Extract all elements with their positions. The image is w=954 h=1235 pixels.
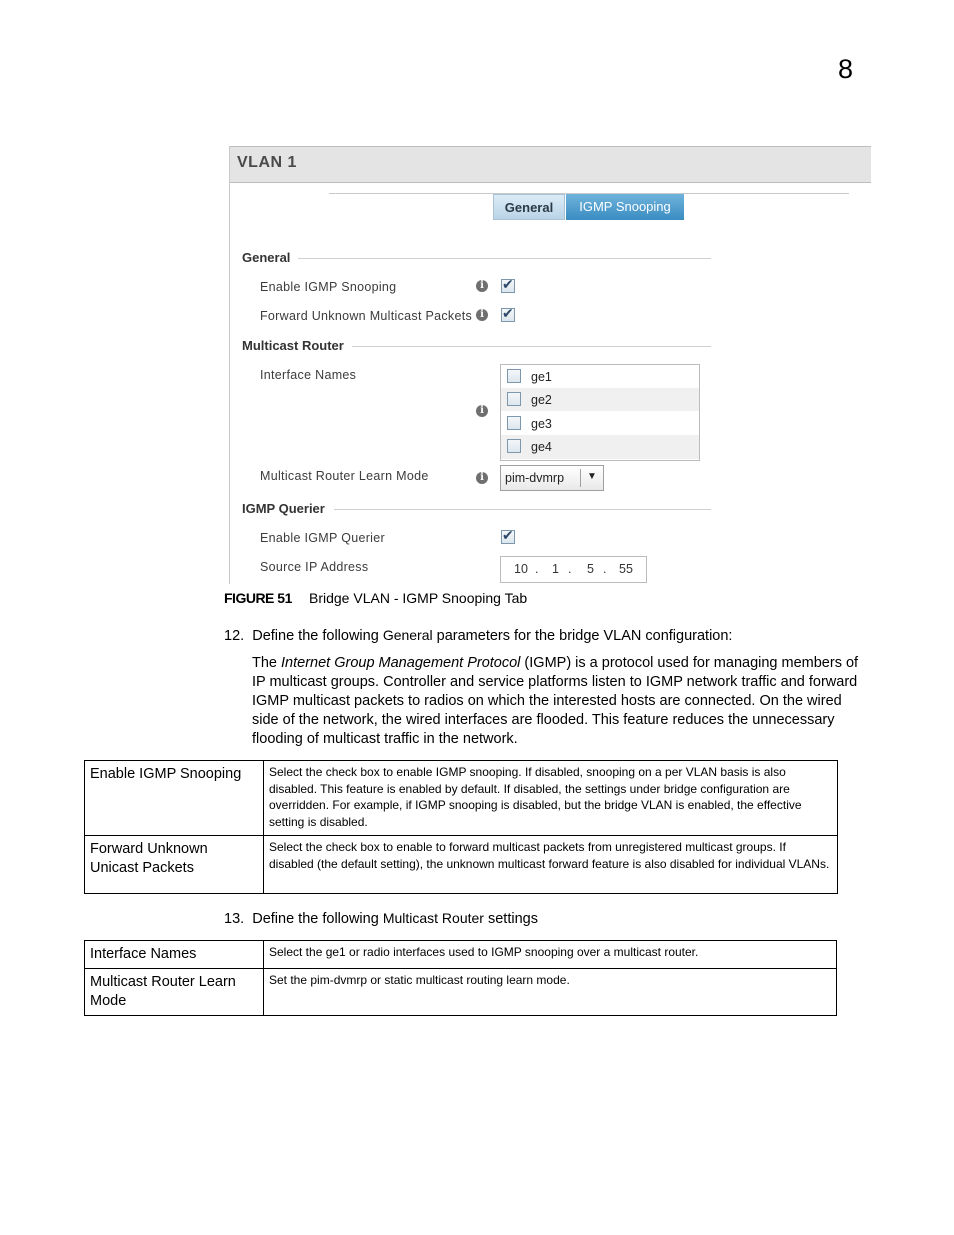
- info-icon[interactable]: i: [476, 405, 488, 417]
- section-title-multicast-router: Multicast Router: [242, 338, 344, 353]
- select-divider: [580, 469, 581, 487]
- interface-checkbox[interactable]: [507, 439, 521, 453]
- window-header: [230, 146, 871, 183]
- step-number: 12.: [224, 628, 245, 644]
- step-text-post: settings: [483, 911, 538, 927]
- interface-row[interactable]: [501, 412, 699, 435]
- interface-checkbox[interactable]: [507, 392, 521, 406]
- section-title-general: General: [242, 250, 291, 265]
- source-ip-input[interactable]: [500, 556, 647, 583]
- figure-number: FIGURE 51: [224, 590, 292, 606]
- step-keyword: General: [382, 627, 433, 643]
- step-text-pre: Define the following: [252, 628, 383, 644]
- source-ip-label: Source IP Address: [260, 560, 369, 574]
- enable-querier-label: Enable IGMP Querier: [260, 531, 385, 545]
- table-row: [85, 761, 838, 836]
- window-title: VLAN 1: [237, 154, 297, 171]
- section-rule: [334, 509, 711, 510]
- interface-name: ge1: [531, 370, 552, 384]
- table-description: Select the check box to enable to forward multicast packets from unregistered multicast groups. If disabled (the default setting), the unknown multicast forward feature is also disabled for individual VLANs.: [264, 836, 838, 894]
- section-title-igmp-querier: IGMP Querier: [242, 501, 325, 516]
- ip-octet[interactable]: 55: [619, 562, 633, 576]
- info-icon[interactable]: i: [476, 309, 488, 321]
- interface-checkbox[interactable]: [507, 369, 521, 383]
- step-number: 13.: [224, 911, 245, 927]
- paragraph-italic: Internet Group Management Protocol: [281, 655, 521, 671]
- interface-names-label: Interface Names: [260, 368, 357, 382]
- enable-igmp-snooping-label: Enable IGMP Snooping: [260, 280, 397, 294]
- interface-name: ge4: [531, 440, 552, 454]
- step-13: [224, 909, 538, 929]
- interface-row[interactable]: [501, 435, 699, 459]
- step-12: [224, 626, 732, 646]
- figure-caption: Bridge VLAN - IGMP Snooping Tab: [309, 590, 528, 606]
- table-row: [85, 969, 837, 1016]
- ip-separator: .: [568, 562, 572, 576]
- paragraph-pre: The: [252, 655, 282, 671]
- section-rule: [298, 258, 711, 259]
- table-row: [85, 941, 837, 969]
- forward-unknown-label: Forward Unknown Multicast Packets: [260, 309, 473, 323]
- interface-name: ge3: [531, 417, 552, 431]
- interface-list[interactable]: [500, 364, 700, 461]
- learn-mode-value: pim-dvmrp: [505, 471, 565, 485]
- step-text-post: parameters for the bridge VLAN configuration:: [432, 628, 733, 644]
- table-row: [85, 836, 838, 894]
- info-icon[interactable]: i: [476, 280, 488, 292]
- step-keyword: Multicast Router: [382, 910, 484, 926]
- interface-checkbox[interactable]: [507, 416, 521, 430]
- tab-general[interactable]: General: [493, 194, 565, 220]
- vlan-config-screenshot: [229, 146, 871, 584]
- enable-igmp-snooping-checkbox[interactable]: [501, 279, 515, 293]
- learn-mode-label: Multicast Router Learn Mode: [260, 469, 429, 483]
- table-term: Multicast Router Learn Mode: [85, 969, 264, 1016]
- step-text-pre: Define the following: [252, 911, 383, 927]
- tab-igmp-snooping[interactable]: IGMP Snooping: [566, 194, 684, 220]
- ip-octet[interactable]: 1: [552, 562, 559, 576]
- enable-querier-checkbox[interactable]: [501, 530, 515, 544]
- learn-mode-select[interactable]: [500, 465, 604, 491]
- table-description: Set the pim-dvmrp or static multicast routing learn mode.: [264, 969, 837, 1016]
- info-icon[interactable]: i: [476, 472, 488, 484]
- igmp-description-paragraph: [252, 654, 872, 749]
- ip-octet[interactable]: 5: [587, 562, 594, 576]
- multicast-router-table: [84, 940, 837, 1016]
- paragraph-post: (IGMP) is a protocol used for managing members of IP multicast groups. Controller and service platforms listen to IGMP network traffic and forward IGMP multicast packets to radios on which the interested hosts are connected. On the wired side of the network, the wired interfaces are flooded. This feature reduces the unnecessary flooding of multicast traffic in the network.: [252, 655, 859, 747]
- table-term: Interface Names: [85, 941, 264, 969]
- interface-row[interactable]: [501, 365, 699, 388]
- ip-separator: .: [603, 562, 607, 576]
- chevron-down-icon[interactable]: ▼: [587, 471, 597, 482]
- interface-name: ge2: [531, 393, 552, 407]
- ip-octet[interactable]: 10: [514, 562, 528, 576]
- general-parameters-table: [84, 760, 838, 894]
- interface-row[interactable]: [501, 388, 699, 411]
- forward-unknown-checkbox[interactable]: [501, 308, 515, 322]
- table-description: Select the check box to enable IGMP snooping. If disabled, snooping on a per VLAN basis is also disabled. This feature is enabled by default. If disabled, the settings under bridge configuration are overridden. For example, if IGMP snooping is disabled, but the bridge VLAN is enabled, the effective setting is disabled.: [264, 761, 838, 836]
- table-term: Forward Unknown Unicast Packets: [85, 836, 264, 894]
- ip-separator: .: [535, 562, 539, 576]
- table-description: Select the ge1 or radio interfaces used to IGMP snooping over a multicast router.: [264, 941, 837, 969]
- table-term: Enable IGMP Snooping: [85, 761, 264, 836]
- chapter-number: 8: [838, 54, 854, 84]
- section-rule: [352, 346, 711, 347]
